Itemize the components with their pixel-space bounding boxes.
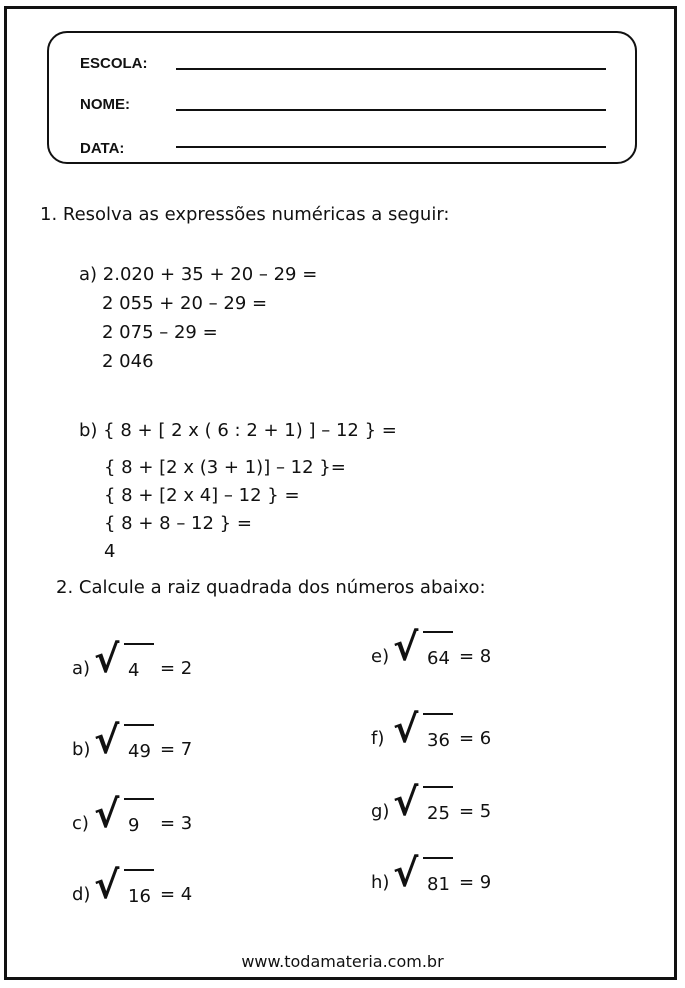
root-result: = 9: [459, 872, 492, 893]
root-item: [371, 851, 511, 906]
root-result: = 6: [459, 728, 492, 749]
radical-icon: √: [94, 792, 120, 836]
radicand: 81: [427, 874, 450, 895]
root-result: = 4: [160, 884, 193, 905]
name-label: NOME:: [80, 96, 130, 113]
q1a-line-2: 2 055 + 20 – 29 =: [102, 293, 268, 314]
date-line: [176, 146, 606, 148]
footer-website: www.todamateria.com.br: [241, 952, 444, 971]
radical-bar: [124, 869, 154, 871]
root-item-label: h): [371, 872, 390, 893]
radicand: 16: [128, 886, 151, 907]
root-item-label: e): [371, 646, 390, 667]
q1a-line-3: 2 075 – 29 =: [102, 322, 218, 343]
radical-bar: [423, 786, 453, 788]
radical-icon: √: [393, 780, 419, 824]
q1b-line-4: { 8 + 8 – 12 } =: [104, 513, 252, 534]
school-line: [176, 68, 606, 70]
root-item: [72, 863, 212, 918]
school-label: ESCOLA:: [80, 55, 148, 72]
root-item-label: c): [72, 813, 89, 834]
root-item-label: d): [72, 884, 91, 905]
radical-bar: [124, 798, 154, 800]
radical-bar: [423, 713, 453, 715]
question-2-title: 2. Calcule a raiz quadrada dos números abaixo:: [56, 577, 486, 598]
radical-bar: [423, 631, 453, 633]
radical-icon: √: [94, 863, 120, 907]
radicand: 9: [128, 815, 140, 836]
root-item-label: b): [72, 739, 91, 760]
q1b-line-1: b) { 8 + [ 2 x ( 6 : 2 + 1) ] – 12 } =: [79, 420, 397, 441]
q1b-line-5: 4: [104, 541, 116, 562]
root-item: [371, 780, 511, 835]
radicand: 25: [427, 803, 450, 824]
root-result: = 3: [160, 813, 193, 834]
radical-icon: √: [94, 637, 120, 681]
root-item: [72, 718, 212, 773]
radical-bar: [124, 643, 154, 645]
q1b-line-3: { 8 + [2 x 4] – 12 } =: [104, 485, 300, 506]
root-result: = 7: [160, 739, 193, 760]
root-result: = 2: [160, 658, 193, 679]
root-item-label: f): [371, 728, 385, 749]
name-line: [176, 109, 606, 111]
root-item-label: g): [371, 801, 390, 822]
radicand: 36: [427, 730, 450, 751]
q1a-line-4: 2 046: [102, 351, 154, 372]
root-result: = 5: [459, 801, 492, 822]
q1b-line-2: { 8 + [2 x (3 + 1)] – 12 }=: [104, 457, 346, 478]
date-label: DATA:: [80, 140, 125, 157]
radical-icon: √: [393, 851, 419, 895]
root-item: [371, 625, 511, 680]
root-item: [72, 792, 212, 847]
q1a-line-1: a) 2.020 + 35 + 20 – 29 =: [79, 264, 318, 285]
radical-icon: √: [94, 718, 120, 762]
root-item: [371, 707, 511, 762]
radical-bar: [124, 724, 154, 726]
radical-bar: [423, 857, 453, 859]
radicand: 49: [128, 741, 151, 762]
student-info-box: [47, 31, 637, 164]
root-result: = 8: [459, 646, 492, 667]
radical-icon: √: [393, 625, 419, 669]
root-item: [72, 637, 212, 692]
question-1-title: 1. Resolva as expressões numéricas a seguir:: [40, 204, 450, 225]
radicand: 4: [128, 660, 140, 681]
root-item-label: a): [72, 658, 91, 679]
radical-icon: √: [393, 707, 419, 751]
radicand: 64: [427, 648, 450, 669]
